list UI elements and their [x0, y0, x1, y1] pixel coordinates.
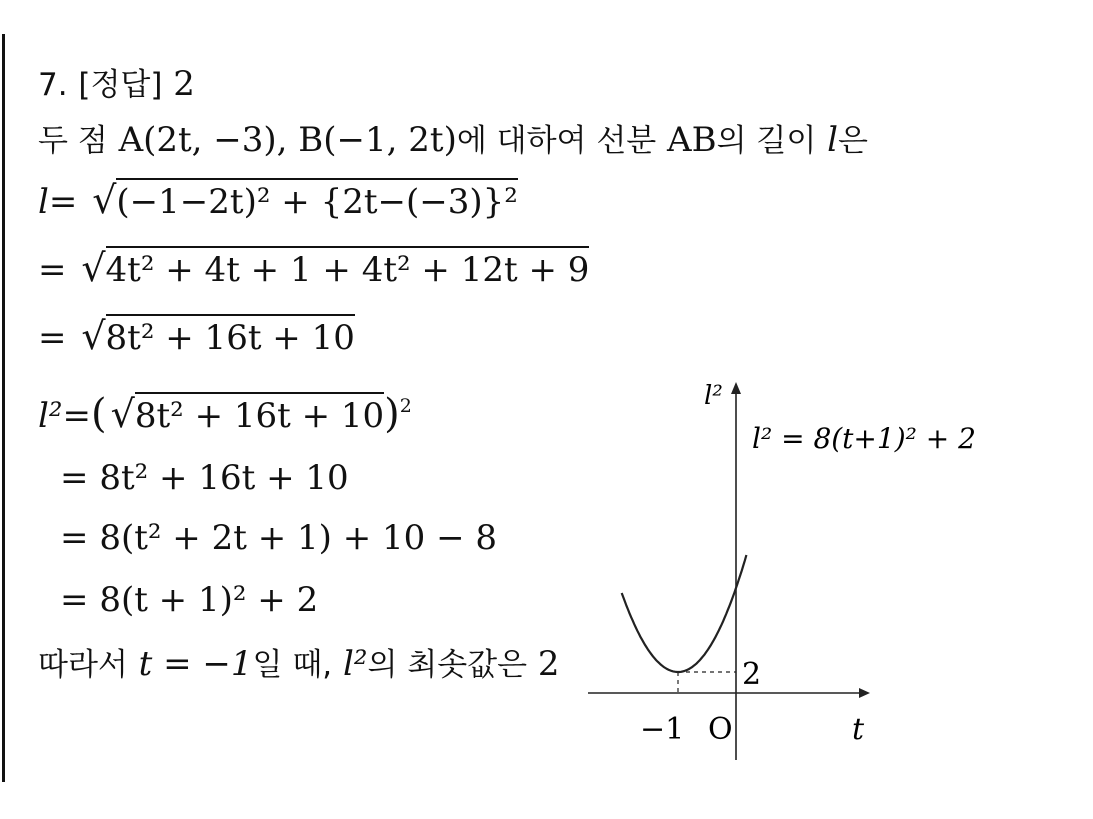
step-5-eq: =	[60, 458, 89, 498]
conclusion-cond: t = −1	[138, 644, 253, 684]
sqrt-symbol-3: √8t² + 16t + 10	[81, 314, 355, 358]
answer-number: 7.	[38, 67, 68, 103]
curve-equation-label: l² = 8(t+1)² + 2	[752, 422, 976, 455]
y-axis-arrow	[731, 382, 741, 394]
step-2	[38, 248, 589, 290]
graph-labels	[640, 381, 976, 747]
segment-ab: AB	[667, 120, 717, 160]
step-6-eq: =	[60, 518, 89, 558]
conclusion-var: l²	[342, 644, 368, 684]
sqrt-symbol-1: √(−1−2t)² + {2t−(−3)}²	[92, 178, 518, 222]
parabola-curve	[622, 555, 747, 672]
conclusion-mid: 일 때,	[252, 647, 333, 683]
sqrt-symbol-2: √4t² + 4t + 1 + 4t² + 12t + 9	[81, 246, 590, 290]
intro-line	[38, 120, 868, 161]
step-4-eq: =	[62, 396, 92, 436]
origin-label: O	[708, 712, 733, 747]
step-7-expr: 8(t + 1)² + 2	[99, 580, 319, 620]
conclusion-value: 2	[537, 644, 560, 684]
x-axis-label: t	[852, 712, 865, 747]
step-6	[60, 518, 497, 558]
answer-value: 2	[173, 64, 195, 104]
step-2-eq: =	[38, 250, 67, 290]
step-4: l²=( √8t² + 16t + 10)$^2$	[38, 391, 412, 437]
sqrt-symbol-4: √8t² + 16t + 10	[110, 392, 385, 436]
intro-prefix: 두 점	[38, 123, 108, 159]
step-1-radical: (−1−2t)² + {2t−(−3)}²	[116, 178, 518, 222]
parabola-graph	[580, 380, 980, 770]
intro-suffix2: 의 길이	[716, 123, 817, 159]
answer-line	[38, 64, 195, 105]
step-7-eq: =	[60, 580, 89, 620]
x-axis-arrow	[859, 688, 870, 698]
step-1-eq: =	[48, 182, 78, 222]
left-margin-rule	[2, 34, 5, 782]
step-4-power: 2	[399, 395, 412, 417]
y-tick-label: 2	[742, 657, 762, 692]
conclusion-suffix: 의 최솟값은	[367, 647, 528, 683]
point-b: B(−1, 2t)	[298, 120, 457, 160]
step-5	[60, 458, 349, 498]
conclusion-prefix: 따라서	[38, 647, 128, 683]
step-1	[38, 180, 518, 222]
step-3-eq: =	[38, 318, 67, 358]
x-tick-label: −1	[640, 712, 685, 747]
step-7	[60, 580, 318, 620]
step-3	[38, 316, 355, 358]
intro-suffix3: 은	[837, 123, 868, 159]
answer-label: [정답]	[78, 67, 163, 103]
graph-curve-group	[622, 555, 747, 693]
step-6-expr: 8(t² + 2t + 1) + 10 − 8	[99, 518, 498, 558]
step-1-lhs: l	[38, 182, 49, 222]
y-axis-label: l²	[704, 381, 723, 411]
intro-suffix1: 에 대하여 선분	[456, 123, 657, 159]
conclusion-line	[38, 644, 560, 685]
step-3-radical: 8t² + 16t + 10	[106, 314, 355, 358]
step-2-radical: 4t² + 4t + 1 + 4t² + 12t + 9	[106, 246, 590, 290]
step-5-expr: 8t² + 16t + 10	[99, 458, 349, 498]
point-a: A(2t, −3),	[118, 120, 288, 160]
length-var: l	[827, 120, 838, 160]
step-4-radical: 8t² + 16t + 10	[135, 392, 384, 436]
step-4-lhs: l²	[38, 396, 63, 436]
